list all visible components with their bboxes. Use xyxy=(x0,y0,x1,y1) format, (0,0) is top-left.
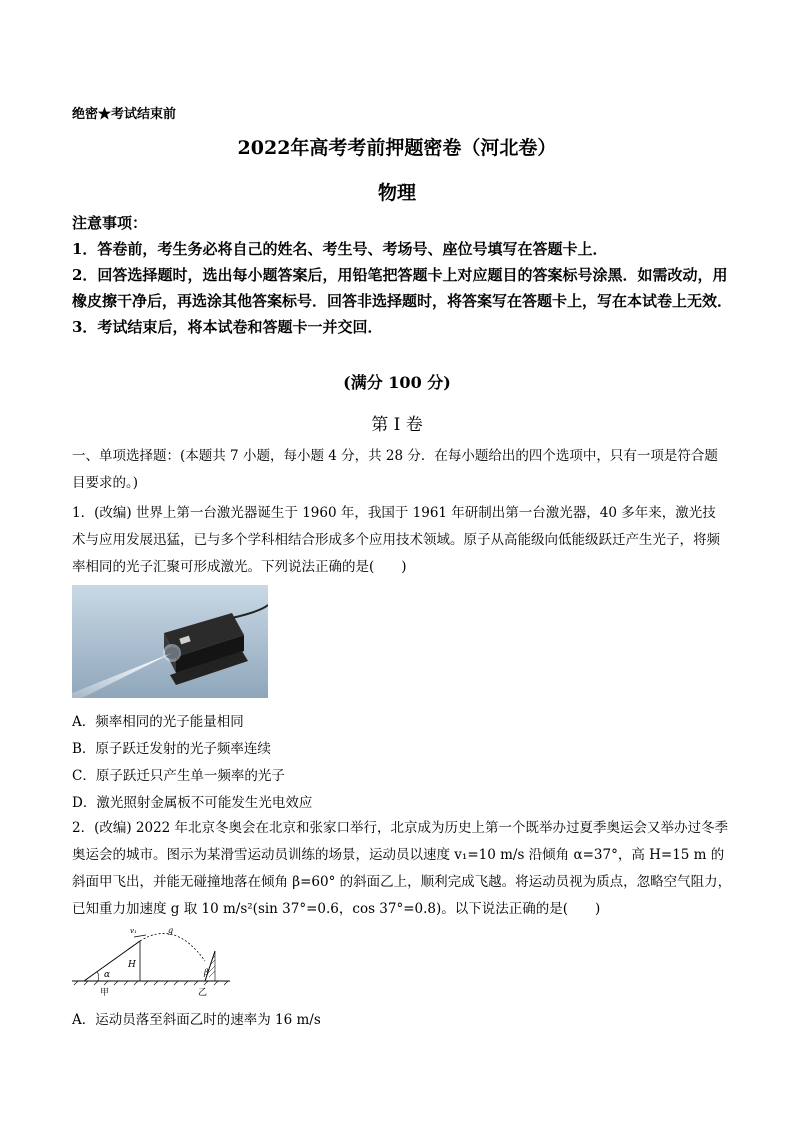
velocity-label: v₁ xyxy=(130,927,137,935)
alpha-label: α xyxy=(104,970,111,980)
confidential-mark: 绝密★考试结束前 xyxy=(72,107,177,122)
laser-photo xyxy=(72,585,268,698)
beta-label: β xyxy=(204,968,209,977)
notes-block xyxy=(72,210,732,340)
note-item: 3．考试结束后，将本试卷和答题卡一并交回． xyxy=(72,318,383,336)
q1-option-c: C．原子跃迁只产生单一频率的光子 xyxy=(72,768,285,784)
gravity-label: g xyxy=(168,926,174,935)
question-1-stem: 1．(改编) 世界上第一台激光器诞生于 1960 年，我国于 1961 年研制出第一台激光器，40 多年来，激光技术与应用发展迅猛，已与多个学科相结合形成多个应用技术领域。原子从高能级向低能级跃迁产生光子，将频率相同的光子汇聚可形成激光。下列说法正确的是( ) xyxy=(72,505,720,575)
section-heading: 一、单项选择题：(本题共 7 小题，每小题 4 分，共 28 分．在每小题给出的四个选项中，只有一项是符合题目要求的。) xyxy=(72,448,718,491)
note-item: 2．回答选择题时，选出每小题答案后，用铅笔把答题卡上对应题目的答案标号涂黑．如需改动，用橡皮擦干净后，再选涂其他答案标号．回答非选择题时，将答案写在答题卡上，写在本试卷上无效． xyxy=(72,266,733,310)
height-label: H xyxy=(128,960,136,970)
q1-option-b: B．原子跃迁发射的光子频率连续 xyxy=(72,741,271,757)
slope-jia-label: 甲 xyxy=(100,988,110,998)
note-item: 1．答卷前，考生务必将自己的姓名、考生号、考场号、座位号填写在答题卡上． xyxy=(72,240,608,258)
full-score: (满分 100 分) xyxy=(343,373,451,392)
ski-jump-diagram xyxy=(70,925,235,1000)
volume-title: 第 I 卷 xyxy=(371,415,423,435)
q2-option-a: A．运动员落至斜面乙时的速率为 16 m/s xyxy=(72,1012,321,1028)
notes-heading: 注意事项： xyxy=(72,214,148,232)
slope-yi-label: 乙 xyxy=(198,988,208,998)
subject-title: 物理 xyxy=(377,182,416,204)
q1-option-a: A．频率相同的光子能量相同 xyxy=(72,714,244,730)
question-2-stem: 2．(改编) 2022 年北京冬奥会在北京和张家口举行，北京成为历史上第一个既举办过夏季奥运会又举办过冬季奥运会的城市。图示为某滑雪运动员训练的场景，运动员以速度 v₁=10 m/s 沿倾角 α=37°，高 H=15 m 的斜面甲飞出，并能无碰撞地落在倾角 β=60° 的斜面乙上，顺利完成飞越。将运动员视为质点，忽略空气阻力，已知重力加速度 g 取 10 m/s²(sin 37°=0.6，cos 37°=0.8)。以下说法正确的是( ) xyxy=(72,820,732,917)
q1-option-d: D．激光照射金属板不可能发生光电效应 xyxy=(72,795,313,811)
exam-title: 2022年高考考前押题密卷（河北卷） xyxy=(237,137,557,159)
